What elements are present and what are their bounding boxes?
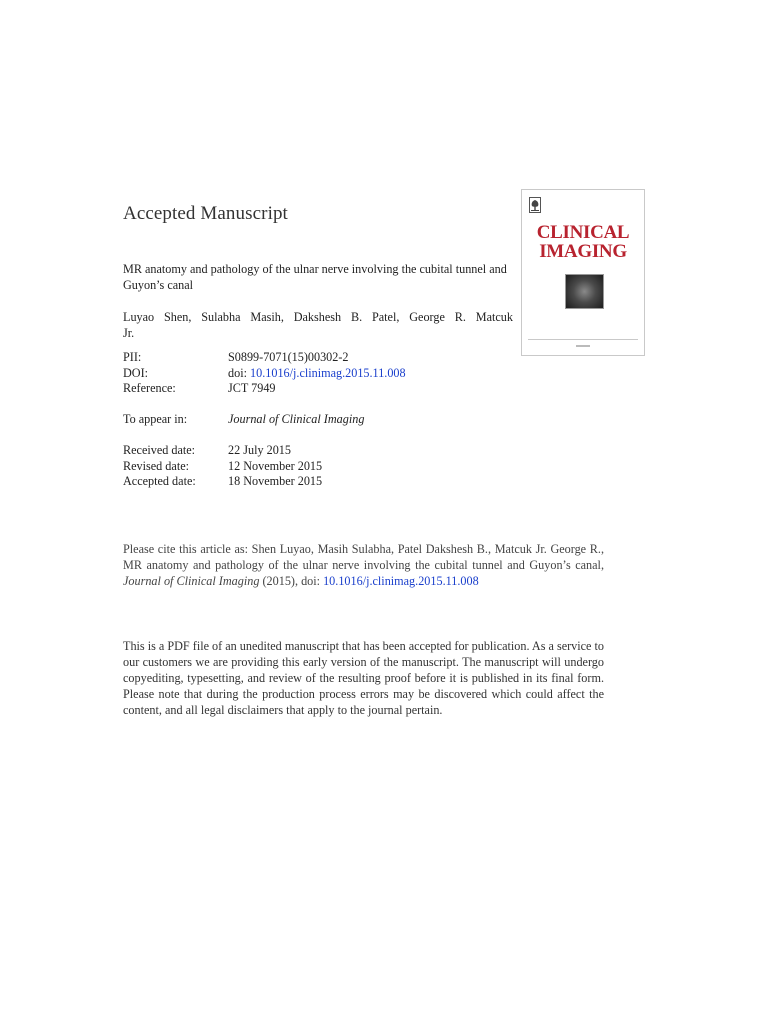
doi-link[interactable]: 10.1016/j.clinimag.2015.11.008 bbox=[250, 365, 406, 380]
doi-prefix: doi: bbox=[228, 365, 247, 380]
pii-row bbox=[123, 350, 406, 366]
revised-value: 12 November 2015 bbox=[228, 458, 323, 473]
accepted-label: Accepted date: bbox=[123, 474, 196, 488]
page-heading: Accepted Manuscript bbox=[123, 203, 288, 224]
citation-doi-link[interactable]: 10.1016/j.clinimag.2015.11.008 bbox=[323, 574, 479, 588]
reference-label: Reference: bbox=[123, 381, 176, 395]
appear-value: Journal of Clinical Imaging bbox=[228, 412, 365, 426]
metadata-ids bbox=[123, 350, 406, 397]
cover-divider bbox=[528, 339, 638, 340]
elsevier-tree-icon bbox=[529, 197, 541, 213]
citation-year: (2015), doi: bbox=[262, 574, 321, 588]
accepted-row bbox=[123, 474, 322, 490]
accepted-value: 18 November 2015 bbox=[228, 474, 323, 488]
metadata-journal bbox=[123, 412, 364, 428]
appear-row bbox=[123, 412, 364, 428]
received-label: Received date: bbox=[123, 443, 196, 457]
revised-label: Revised date: bbox=[123, 458, 189, 473]
doi-label: DOI: bbox=[123, 365, 149, 380]
cover-title-line2: IMAGING bbox=[539, 241, 627, 262]
cover-footer-mark bbox=[522, 345, 644, 348]
doi-value bbox=[228, 366, 406, 382]
journal-cover bbox=[521, 189, 645, 356]
reference-value: JCT 7949 bbox=[228, 381, 276, 395]
pii-label: PII: bbox=[123, 350, 142, 364]
citation-text: Please cite this article as: Shen Luyao, Masih Sulabha, Patel Dakshesh B., Matcuk Jr. George R., MR anatomy and pathology of the ulnar nerve involving the cubital tunnel and Guyon’s canal, bbox=[123, 542, 604, 572]
disclaimer-paragraph: This is a PDF file of an unedited manuscript that has been accepted for publication. As a service to our customers we are providing this early version of the manuscript. The manuscript will undergo copyediting, typesetting, and review of the resulting proof before it is published in its final form. Please note that during the production process errors may be discovered which could affect the content, and all legal disclaimers that apply to the journal pertain. bbox=[123, 639, 604, 717]
revised-row bbox=[123, 459, 322, 475]
article-authors: Luyao Shen, Sulabha Masih, Dakshesh B. Patel, George R. Matcuk bbox=[123, 310, 513, 324]
appear-label: To appear in: bbox=[123, 412, 188, 426]
received-value: 22 July 2015 bbox=[228, 443, 291, 457]
reference-row bbox=[123, 381, 406, 397]
citation-paragraph bbox=[123, 541, 604, 589]
citation-journal: Journal of Clinical Imaging bbox=[123, 574, 260, 588]
received-row bbox=[123, 443, 322, 459]
cover-title-line1: CLINICAL bbox=[536, 222, 630, 243]
doi-row bbox=[123, 366, 406, 382]
article-title: MR anatomy and pathology of the ulnar nerve involving the cubital tunnel and Guyon’s canal bbox=[123, 262, 507, 292]
article-authors-suffix: Jr. bbox=[123, 326, 135, 340]
cover-mri-image bbox=[565, 274, 604, 309]
pii-value: S0899-7071(15)00302-2 bbox=[228, 350, 349, 364]
metadata-dates bbox=[123, 443, 322, 490]
